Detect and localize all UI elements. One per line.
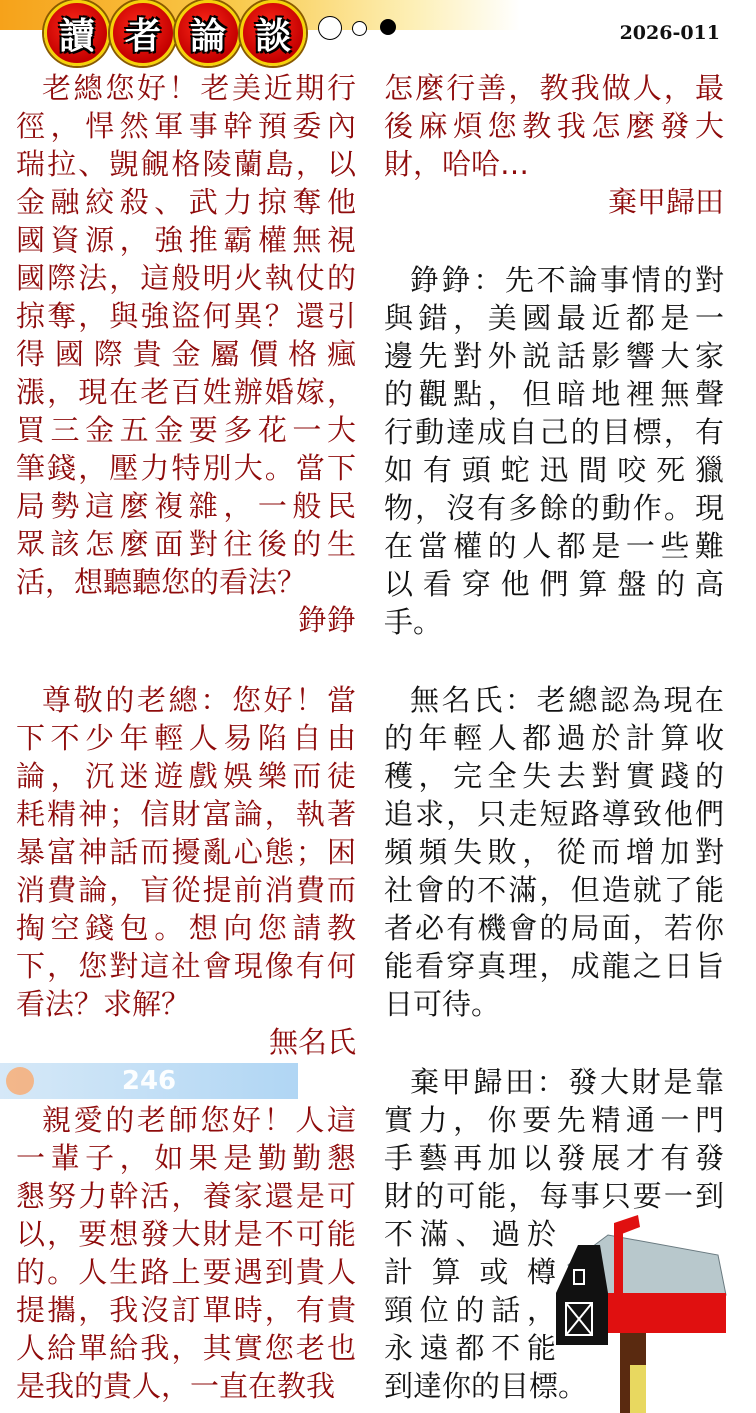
filled-circle-icon	[380, 19, 396, 35]
title-badge: 談	[240, 0, 306, 66]
reply-3	[384, 1063, 724, 1405]
text-line: 人給單給我，其實您老也	[16, 1331, 356, 1365]
text-line: 的年輕人都過於計算收	[384, 721, 724, 755]
text-line: 下，您對這社會現像有何	[16, 949, 356, 983]
text-line: 物，沒有多餘的動作。現	[384, 491, 724, 525]
text-line: 是我的貴人，一直在教我	[16, 1369, 336, 1403]
letter-3-continued	[384, 69, 724, 221]
text-line: 實力，你要先精通一門	[384, 1103, 724, 1137]
text-line: 的。人生路上要遇到貴人	[16, 1255, 356, 1289]
text-line: 買三金五金要多花一大	[16, 413, 356, 447]
text-line: 能看穿真理，成龍之日旨	[384, 949, 724, 983]
text-line: 得國際貴金屬價格瘋	[16, 337, 356, 371]
text-line: 耗精神；信財富論，執著	[16, 797, 356, 831]
text-line: 尊敬的老總：您好！當	[42, 683, 356, 717]
watermark	[0, 1063, 298, 1099]
hollow-circle-icon	[352, 21, 367, 36]
text-line: 永遠都不能	[384, 1331, 556, 1365]
text-line: 不滿、過於	[384, 1217, 556, 1251]
text-line: 筆錢，壓力特別大。當下	[16, 451, 356, 485]
text-line: 眾該怎麼面對往後的生	[16, 527, 356, 561]
watermark-logo-icon	[6, 1067, 34, 1095]
text-line: 消費論，盲從提前消費而	[16, 873, 356, 907]
title-badge: 讀	[44, 0, 110, 66]
text-line: 與錯，美國最近都是一	[384, 301, 724, 335]
hollow-circle-icon	[318, 16, 342, 40]
letter-3	[16, 1101, 356, 1405]
text-line: 者必有機會的局面，若你	[384, 911, 724, 945]
reply-1	[384, 261, 724, 641]
title-badge: 者	[110, 0, 176, 66]
text-line: 手。	[384, 605, 443, 639]
letter-2	[16, 681, 356, 1061]
text-line: 國際法，這般明火執仗的	[16, 261, 356, 295]
text-line: 日可待。	[384, 987, 501, 1021]
text-line: 行動達成自己的目標，有	[384, 415, 724, 449]
text-line: 社會的不滿，但造就了能	[384, 873, 724, 907]
signature: 無名氏	[268, 1025, 356, 1059]
letter-1	[16, 69, 356, 639]
text-line: 錚錚：先不論事情的對	[410, 263, 724, 297]
signature: 錚錚	[297, 603, 356, 637]
text-line: 親愛的老師您好！人這	[42, 1103, 356, 1137]
text-line: 邊先對外説話影響大家	[384, 339, 724, 373]
text-line: 無名氏：老總認為現在	[410, 683, 724, 717]
text-line: 局勢這麼複雜，一般民	[16, 489, 356, 523]
text-line: 瑞拉、覬覦格陵蘭島，以	[16, 147, 356, 181]
text-line: 手藝再加以發展才有發	[384, 1141, 724, 1175]
reply-2	[384, 681, 724, 1023]
text-line: 老總您好！老美近期行	[42, 71, 356, 105]
text-line: 活，想聽聽您的看法？	[16, 565, 307, 599]
text-line: 下不少年輕人易陷自由	[16, 721, 356, 755]
text-line: 以看穿他們算盤的高	[384, 567, 724, 601]
text-line: 在當權的人都是一些難	[384, 529, 724, 563]
text-line: 看法？求解？	[16, 987, 191, 1021]
text-line: 棄甲歸田：發大財是靠	[410, 1065, 724, 1099]
text-line: 追求，只走短路導致他們	[384, 797, 724, 831]
text-line: 頻頻失敗，從而增加對	[384, 835, 724, 869]
text-line: 論，沉迷遊戲娛樂而徒	[16, 759, 356, 793]
text-line: 一輩子，如果是勤勤懇	[16, 1141, 356, 1175]
text-line: 計算或樽	[384, 1255, 556, 1289]
text-line: 如有頭蛇迅間咬死獵	[384, 453, 724, 487]
text-line: 漲，現在老百姓辦婚嫁，	[16, 375, 356, 409]
text-line: 財，哈哈…	[384, 147, 530, 181]
text-line: 以，要想發大財是不可能	[16, 1217, 356, 1251]
text-line: 金融絞殺、武力掠奪他	[16, 185, 356, 219]
text-line: 掏空錢包。想向您請教	[16, 911, 356, 945]
text-line: 怎麼行善，教我做人，最	[384, 71, 724, 105]
text-line: 頸位的話，	[384, 1293, 556, 1327]
text-line: 後麻煩您教我怎麼發大	[384, 109, 724, 143]
text-line: 提攜，我沒訂單時，有貴	[16, 1293, 356, 1327]
title-badge: 論	[175, 0, 241, 66]
text-line: 掠奪，與強盜何異？還引	[16, 299, 356, 333]
watermark-text: 246	[121, 1066, 177, 1096]
text-line: 的觀點，但暗地裡無聲	[384, 377, 724, 411]
text-line: 懇努力幹活，養家還是可	[16, 1179, 356, 1213]
text-line: 到達你的目標。	[384, 1369, 588, 1403]
text-line: 暴富神話而擾亂心態；困	[16, 835, 356, 869]
text-line: 穫，完全失去對實踐的	[384, 759, 724, 793]
signature: 棄甲歸田	[607, 185, 724, 219]
text-line: 徑，悍然軍事幹預委內	[16, 109, 356, 143]
text-line: 國資源，強推霸權無視	[16, 223, 356, 257]
text-line: 財的可能，每事只要一到	[384, 1179, 724, 1213]
issue-number: 2026-011	[619, 22, 720, 44]
